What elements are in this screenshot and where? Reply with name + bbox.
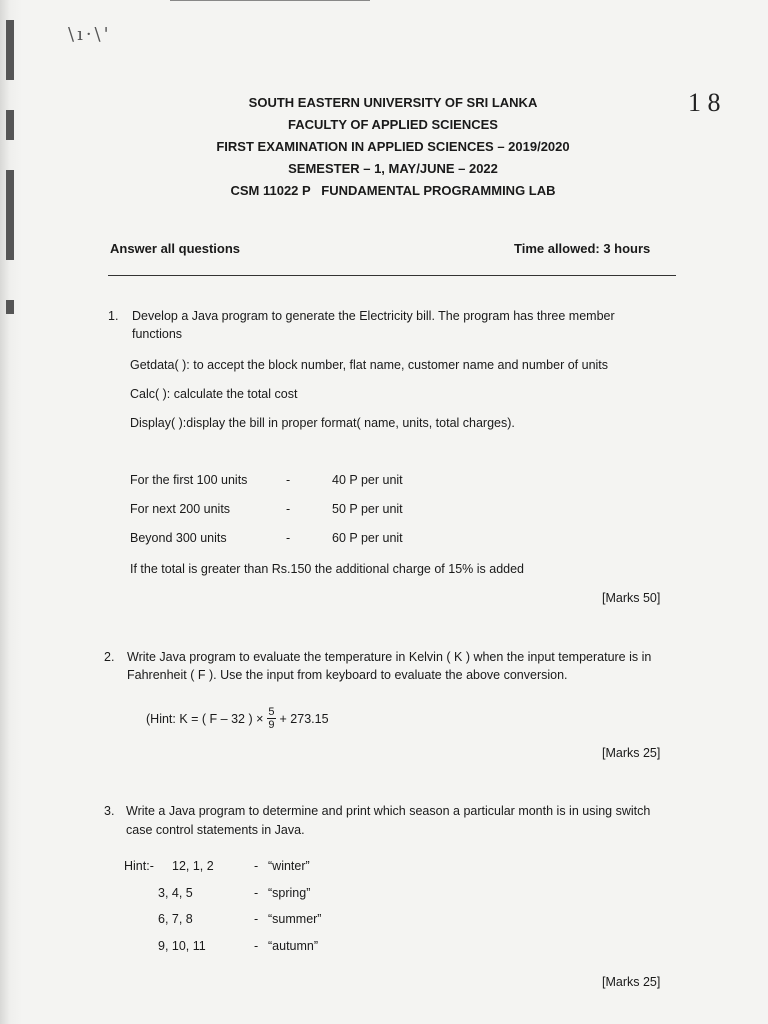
question-1-function-getdata: Getdata( ): to accept the block number, flat name, customer name and number of units — [130, 358, 609, 372]
question-3-text-line2: case control statements in Java. — [126, 823, 305, 837]
course-title: CSM 11022 P FUNDAMENTAL PROGRAMMING LAB — [230, 183, 556, 198]
season-months: 3, 4, 5 — [158, 886, 193, 900]
question-1-text-line2: functions — [132, 327, 183, 341]
semester-line: SEMESTER – 1, MAY/JUNE – 2022 — [288, 161, 498, 176]
season-months: 6, 7, 8 — [158, 912, 193, 926]
fraction-denominator: 9 — [268, 719, 275, 731]
exam-header — [0, 92, 768, 202]
question-1-function-display: Display( ):display the bill in proper format( name, units, total charges). — [130, 416, 515, 430]
rate-dash: - — [286, 473, 291, 487]
instruction-text: Answer all questions — [110, 241, 241, 256]
time-allowed: Time allowed: 3 hours — [514, 241, 651, 256]
question-1-function-calc: Calc( ): calculate the total cost — [130, 387, 298, 401]
rate-range: Beyond 300 units — [130, 531, 227, 545]
rate-dash: - — [286, 502, 291, 516]
question-1-number: 1. — [108, 309, 119, 323]
question-3-marks: [Marks 25] — [602, 975, 661, 989]
hint-prefix: (Hint: K = ( F – 32 ) × — [146, 711, 264, 726]
header-divider — [108, 275, 676, 276]
question-2-text-line1: Write Java program to evaluate the temperature in Kelvin ( K ) when the input temperature is in — [127, 650, 652, 664]
question-2-marks: [Marks 25] — [602, 746, 661, 760]
handwritten-scribble: \ı·\' — [68, 24, 112, 45]
rate-value: 40 P per unit — [332, 473, 403, 487]
handwritten-page-number: 1 8 — [688, 88, 721, 117]
question-2-hint-formula — [146, 706, 329, 731]
season-dash: - — [254, 886, 259, 900]
season-name: “winter” — [268, 859, 310, 873]
season-name: “spring” — [268, 886, 311, 900]
season-name: “summer” — [268, 912, 322, 926]
question-1-note: If the total is greater than Rs.150 the additional charge of 15% is added — [130, 562, 525, 576]
university-name: SOUTH EASTERN UNIVERSITY OF SRI LANKA — [248, 95, 538, 110]
season-dash: - — [254, 859, 259, 873]
fraction-five-ninths — [267, 706, 275, 731]
rate-value: 60 P per unit — [332, 531, 403, 545]
question-2-text-line2: Fahrenheit ( F ). Use the input from keyboard to evaluate the above conversion. — [127, 668, 568, 682]
rate-range: For next 200 units — [130, 502, 231, 516]
top-rule — [170, 0, 370, 1]
season-months: 9, 10, 11 — [158, 939, 206, 953]
rate-dash: - — [286, 531, 291, 545]
scan-edge-mark — [6, 20, 14, 80]
hint-suffix: + 273.15 — [279, 711, 329, 726]
question-1-text-line1: Develop a Java program to generate the Electricity bill. The program has three member — [132, 309, 615, 323]
rate-range: For the first 100 units — [130, 473, 248, 487]
scan-edge-mark — [6, 300, 14, 314]
rate-value: 50 P per unit — [332, 502, 403, 516]
question-3-text-line1: Write a Java program to determine and print which season a particular month is in using switch — [126, 804, 651, 818]
question-1-marks: [Marks 50] — [602, 591, 661, 605]
question-2-number: 2. — [104, 650, 115, 664]
season-name: “autumn” — [268, 939, 319, 953]
fraction-numerator: 5 — [268, 706, 275, 718]
season-hint-label: Hint:- — [124, 859, 154, 873]
exam-title: FIRST EXAMINATION IN APPLIED SCIENCES – 2019/2020 — [216, 139, 570, 154]
question-3-number: 3. — [104, 804, 115, 818]
season-dash: - — [254, 939, 259, 953]
faculty-name: FACULTY OF APPLIED SCIENCES — [288, 117, 498, 132]
season-dash: - — [254, 912, 259, 926]
season-months: 12, 1, 2 — [172, 859, 214, 873]
